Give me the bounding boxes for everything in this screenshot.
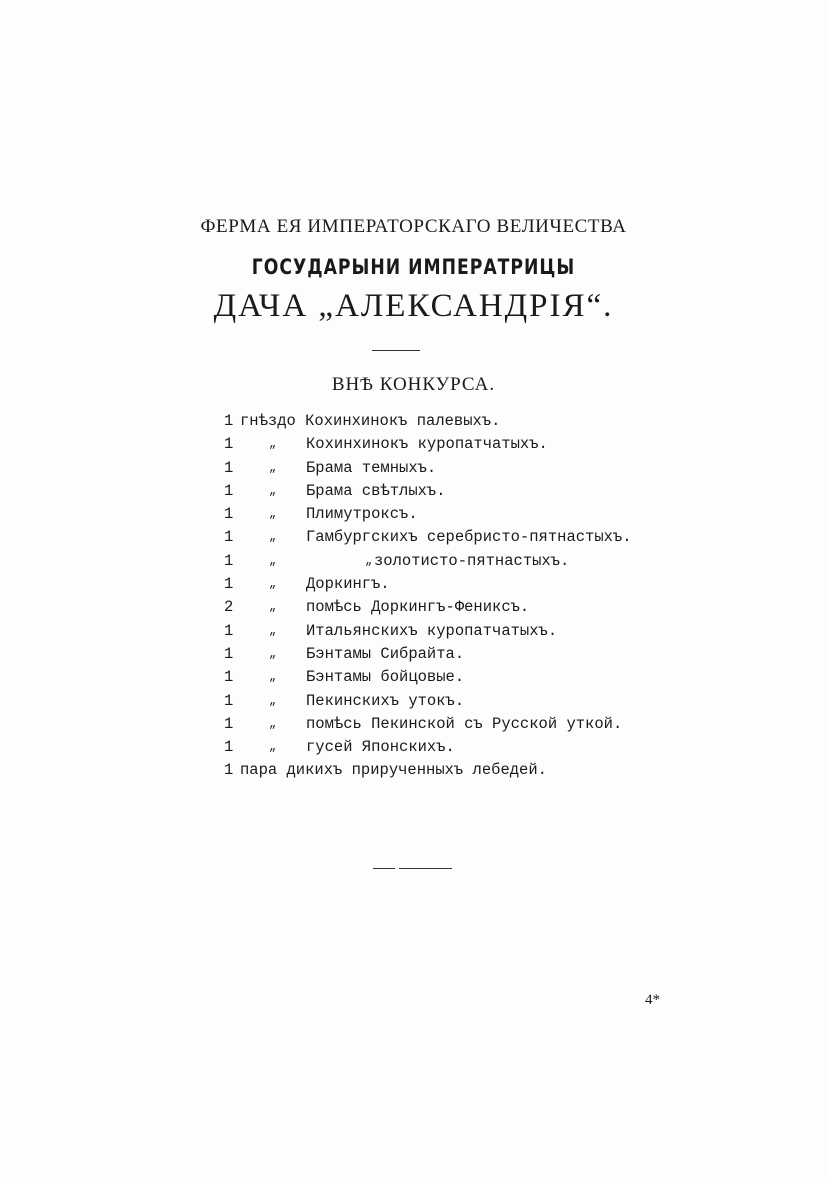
entry-ditto-mark: „ [269, 600, 277, 615]
entry-ditto-mark: „ [269, 623, 277, 638]
entry-quantity: 1 [224, 528, 234, 547]
entry-quantity: 1 [224, 714, 234, 733]
list-item [222, 713, 642, 736]
bottom-divider-left [373, 868, 395, 869]
estate-title: ДАЧА „АЛЕКСАНДРІЯ“. [213, 288, 614, 324]
entry-ditto-mark: „ [269, 553, 277, 568]
entry-ditto-mark: „ [269, 437, 277, 452]
entry-description: гнѣздо Кохинхинокъ палевыхъ. [240, 412, 501, 430]
list-item [222, 457, 642, 480]
list-item [222, 736, 642, 759]
entry-quantity: 1 [224, 412, 234, 430]
list-item [222, 690, 642, 713]
entry-description: гусей Японскихъ. [306, 738, 455, 757]
entry-description: Кохинхинокъ куропатчатыхъ. [306, 435, 548, 454]
entry-ditto-mark: „ [269, 577, 277, 592]
list-item [222, 666, 642, 689]
bottom-divider-right [399, 868, 452, 869]
entry-ditto-mark: „ [269, 740, 277, 755]
entry-ditto-mark: „ [269, 530, 277, 545]
list-item [222, 410, 642, 433]
entry-quantity: 1 [224, 738, 234, 757]
entry-description: Пекинскихъ утокъ. [306, 691, 465, 710]
entry-ditto-mark: „ [269, 483, 277, 498]
entry-quantity: 1 [224, 551, 234, 570]
list-item [222, 503, 642, 526]
section-title: ВНѢ КОНКУРСА. [331, 374, 496, 395]
page-number: 4* [645, 992, 660, 1008]
entry-description: Итальянскихъ куропатчатыхъ. [306, 621, 558, 640]
list-item [222, 643, 642, 666]
entry-description: Доркингъ. [306, 575, 390, 594]
entry-quantity: 1 [224, 644, 234, 663]
entry-quantity: 1 [224, 621, 234, 640]
entry-description: помѣсь Пекинской съ Русской уткой. [306, 714, 623, 733]
list-item [222, 596, 642, 619]
list-item [222, 550, 642, 573]
list-item [222, 526, 642, 549]
entry-quantity: 1 [224, 761, 234, 780]
entry-ditto-mark: „ [269, 646, 277, 661]
list-item [222, 480, 642, 503]
entry-quantity: 1 [224, 575, 234, 594]
entry-second-ditto-mark: „ [365, 553, 373, 568]
entry-ditto-mark: „ [269, 460, 277, 475]
entry-list [222, 410, 642, 783]
list-item [222, 759, 642, 782]
entry-quantity: 1 [224, 668, 234, 687]
entry-description: Брама темныхъ. [306, 458, 437, 477]
entry-description: Брама свѣтлыхъ. [306, 481, 446, 500]
entry-description: Плимутроксъ. [306, 505, 418, 524]
entry-description: золотисто-пятнастыхъ. [374, 551, 570, 570]
farm-title: ФЕРМА ЕЯ ИМПЕРАТОРСКАГО ВЕЛИЧЕСТВА [200, 216, 627, 237]
entry-description: Бэнтамы бойцовые. [306, 668, 465, 687]
entry-quantity: 1 [224, 505, 234, 524]
entry-ditto-mark: „ [269, 716, 277, 731]
empress-title: ГОСУДАРЫНИ ИМПЕРАТРИЦЫ [251, 255, 576, 279]
entry-quantity: 2 [224, 598, 234, 617]
top-divider [372, 350, 420, 351]
entry-quantity: 1 [224, 481, 234, 500]
entry-description: помѣсь Доркингъ-Фениксъ. [306, 598, 530, 617]
entry-quantity: 1 [224, 458, 234, 477]
entry-ditto-mark: „ [269, 693, 277, 708]
entry-quantity: 1 [224, 435, 234, 454]
entry-ditto-mark: „ [269, 670, 277, 685]
list-item [222, 573, 642, 596]
entry-description: пара дикихъ прирученныхъ лебедей. [240, 761, 547, 780]
entry-ditto-mark: „ [269, 507, 277, 522]
list-item [222, 620, 642, 643]
entry-description: Бэнтамы Сибрайта. [306, 644, 465, 663]
entry-description: Гамбургскихъ серебристо-пятнастыхъ. [306, 528, 632, 547]
list-item [222, 433, 642, 456]
entry-quantity: 1 [224, 691, 234, 710]
